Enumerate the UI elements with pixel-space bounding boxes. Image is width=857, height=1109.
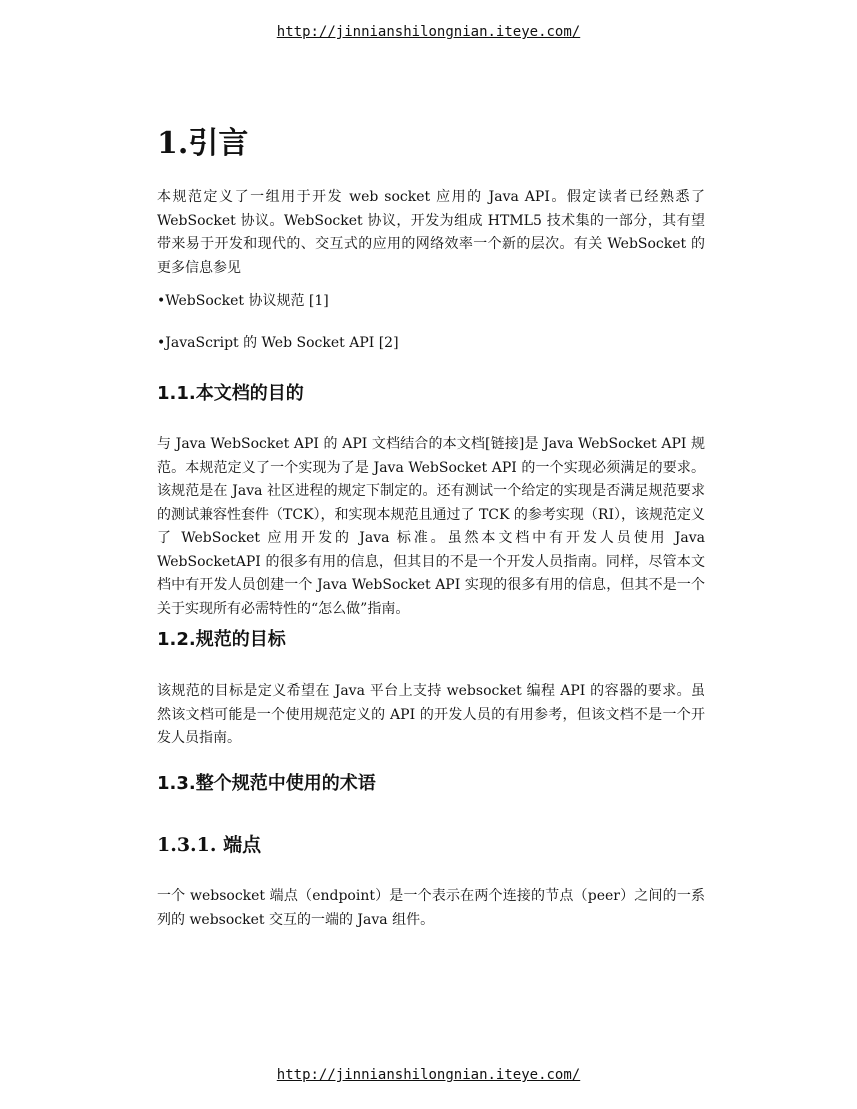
section-1-1-title: 1.1.本文档的目的 <box>157 383 304 404</box>
section-1-intro-paragraph: 本规范定义了一组用于开发 web socket 应用的 Java API。假定读者已经熟悉了 WebSocket 协议。WebSocket 协议，开发为组成 HTML5 技术集的一部分，其有望带来易于开发和现代的、交互式的应用的网络效率一个新的层次。有关 WebSocket 的更多信息参见 <box>157 189 705 276</box>
header-url-link[interactable]: http://jinnianshilongnian.iteye.com/ <box>276 24 581 40</box>
section-1-title: 1.引言 <box>157 126 249 161</box>
bullet-javascript-websocket-api: •JavaScript 的 Web Socket API [2] <box>157 335 399 351</box>
section-1-3-title: 1.3.整个规范中使用的术语 <box>157 773 376 794</box>
footer-url-link[interactable]: http://jinnianshilongnian.iteye.com/ <box>276 1067 581 1083</box>
section-1-1-paragraph: 与 Java WebSocket API 的 API 文档结合的本文档[链接]是 Java WebSocket API 规范。本规范定义了一个实现为了是 Java WebSocket API 的一个实现必须满足的要求。该规范是在 Java 社区进程的规定下制定的。还有测试一个给定的实现是否满足规范要求的测试兼容性套件（TCK），和实现本规范且通过了 TCK 的参考实现（RI），该规范定义了 WebSocket 应用开发的 Java 标准。虽然本文档中有开发人员使用 Java WebSocketAPI 的很多有用的信息，但其目的不是一个开发人员指南。同样，尽管本文档中有开发人员创建一个 Java WebSocket API 实现的很多有用的信息，但其不是一个关于实现所有必需特性的“怎么做”指南。 <box>157 436 705 617</box>
section-1-2-paragraph: 该规范的目标是定义希望在 Java 平台上支持 websocket 编程 API 的容器的要求。虽然该文档可能是一个使用规范定义的 API 的开发人员的有用参考，但该文档不是一个开发人员指南。 <box>157 683 705 746</box>
section-1-2-title: 1.2.规范的目标 <box>157 629 286 650</box>
section-1-3-1-title: 1.3.1. 端点 <box>157 834 262 856</box>
section-1-3-1-paragraph: 一个 websocket 端点（endpoint）是一个表示在两个连接的节点（peer）之间的一系列的 websocket 交互的一端的 Java 组件。 <box>157 888 705 928</box>
bullet-websocket-spec: •WebSocket 协议规范 [1] <box>157 293 329 309</box>
